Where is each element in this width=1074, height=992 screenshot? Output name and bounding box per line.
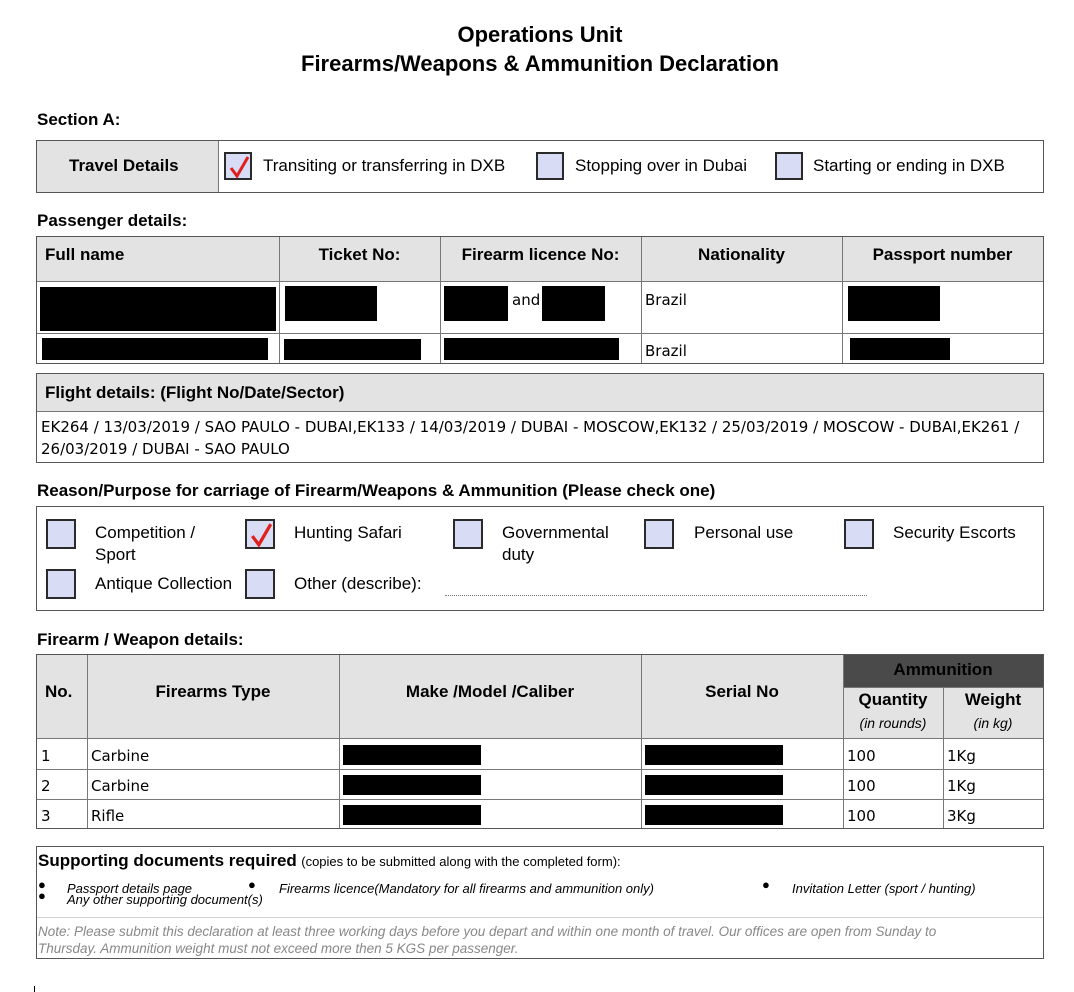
reason-governmental-label-2: duty bbox=[502, 545, 535, 564]
reason-competition-label: Competition / bbox=[95, 523, 196, 542]
reason-personal-checkbox[interactable] bbox=[644, 519, 674, 549]
col-nationality: Nationality bbox=[698, 245, 785, 264]
weapon-row-type: Carbine bbox=[91, 777, 150, 795]
travel-stopover-checkbox[interactable] bbox=[536, 152, 564, 180]
flight-details-box bbox=[36, 373, 1044, 463]
col-quantity: Quantity bbox=[858, 690, 928, 709]
section-a-label: Section A: bbox=[37, 110, 121, 129]
redacted-licence-no bbox=[444, 338, 619, 360]
reason-governmental-label: Governmental bbox=[502, 523, 609, 542]
passenger-section-label: Passenger details: bbox=[37, 211, 188, 230]
col-weight-unit: (in kg) bbox=[973, 715, 1013, 731]
other-describe-input[interactable] bbox=[445, 595, 867, 596]
redacted-make-model bbox=[343, 805, 481, 825]
col-make-model: Make /Model /Caliber bbox=[405, 682, 575, 701]
nationality-value: Brazil bbox=[645, 291, 687, 309]
page-title-line1: Operations Unit bbox=[457, 22, 623, 47]
travel-transiting-checkbox[interactable] bbox=[224, 152, 252, 180]
col-firearm-licence: Firearm licence No: bbox=[461, 245, 620, 264]
redacted-full-name bbox=[40, 287, 276, 331]
supporting-docs-box: Supporting documents required (copies to be submitted along with the completed form): ● Passport details page ● Firearms licence(Mandatory for all firearms and ammunition only) ● Invitation Letter (sport / hunting) ● Any other supporting document(s) Note: Please submit this declaration at least three working days before you depart and within one month of travel. Our offices are open from Sunday to Thursday. Ammunition weight must not exceed more then 5 KGS per passenger. bbox=[36, 846, 1044, 959]
supporting-docs-heading bbox=[38, 851, 621, 871]
page-title-line2: Firearms/Weapons & Ammunition Declaration bbox=[301, 51, 779, 76]
weapons-table bbox=[36, 654, 1044, 829]
redacted-full-name bbox=[42, 338, 268, 360]
weapon-row-weight: 3Kg bbox=[947, 807, 976, 825]
col-weight: Weight bbox=[964, 690, 1022, 709]
weapon-row-type: Rifle bbox=[91, 807, 125, 825]
col-ammunition: Ammunition bbox=[893, 660, 993, 679]
supporting-item-other: Any other supporting document(s) bbox=[67, 892, 263, 907]
redacted-licence-no bbox=[542, 286, 605, 321]
licence-joiner: and bbox=[512, 291, 541, 309]
col-passport-number: Passport number bbox=[872, 245, 1013, 264]
weapon-row-no: 1 bbox=[41, 747, 51, 765]
supporting-note-line2: Thursday. Ammunition weight must not exceed more then 5 KGS per passenger. bbox=[38, 941, 519, 956]
reason-hunting-label: Hunting Safari bbox=[294, 523, 402, 542]
redacted-make-model bbox=[343, 775, 481, 795]
redacted-passport bbox=[848, 286, 940, 321]
redacted-make-model bbox=[343, 745, 481, 765]
col-ticket-no: Ticket No: bbox=[318, 245, 401, 264]
travel-details-box bbox=[36, 140, 1044, 193]
flight-details-label: Flight details: (Flight No/Date/Sector) bbox=[45, 383, 345, 402]
weapon-row-qty: 100 bbox=[847, 777, 876, 795]
weapons-section-label: Firearm / Weapon details: bbox=[37, 630, 244, 649]
reason-other-checkbox[interactable] bbox=[245, 569, 275, 599]
redacted-ticket-no bbox=[285, 286, 377, 321]
passenger-table bbox=[36, 236, 1044, 364]
nationality-value: Brazil bbox=[645, 342, 687, 360]
col-quantity-unit: (in rounds) bbox=[859, 715, 927, 731]
weapon-row-weight: 1Kg bbox=[947, 747, 976, 765]
weapon-row-no: 3 bbox=[41, 807, 51, 825]
col-no: No. bbox=[45, 682, 73, 701]
col-firearms-type: Firearms Type bbox=[155, 682, 271, 701]
redacted-passport bbox=[850, 338, 950, 360]
supporting-docs-title: Supporting documents required bbox=[38, 851, 297, 870]
col-serial-no: Serial No bbox=[705, 682, 779, 701]
reason-other-label: Other (describe): bbox=[294, 574, 422, 593]
weapon-row-no: 2 bbox=[41, 777, 51, 795]
redacted-serial bbox=[645, 805, 783, 825]
reason-hunting-checkbox[interactable] bbox=[245, 519, 275, 549]
weapon-row-qty: 100 bbox=[847, 807, 876, 825]
reason-competition-label-2: Sport bbox=[95, 545, 136, 564]
col-full-name: Full name bbox=[45, 245, 125, 264]
supporting-note-line1: Note: Please submit this declaration at least three working days before you depart and within one month of travel. Our offices are open from Sunday to bbox=[38, 924, 937, 939]
travel-details-label: Travel Details bbox=[69, 156, 179, 175]
travel-stopover-label: Stopping over in Dubai bbox=[575, 156, 748, 175]
redacted-ticket-no bbox=[284, 339, 421, 360]
text-cursor bbox=[34, 986, 35, 992]
flight-details-line1: EK264 / 13/03/2019 / SAO PAULO - DUBAI,EK133 / 14/03/2019 / DUBAI - MOSCOW,EK132 / 25/03/2019 / MOSCOW - DUBAI,EK261 / bbox=[41, 418, 1020, 436]
weapon-row-weight: 1Kg bbox=[947, 777, 976, 795]
travel-transiting-label: Transiting or transferring in DXB bbox=[263, 156, 506, 175]
travel-starting-label: Starting or ending in DXB bbox=[813, 156, 1005, 175]
supporting-item-invitation: Invitation Letter (sport / hunting) bbox=[792, 881, 976, 896]
travel-starting-checkbox[interactable] bbox=[775, 152, 803, 180]
reason-personal-label: Personal use bbox=[694, 523, 794, 542]
flight-details-line2: 26/03/2019 / DUBAI - SAO PAULO bbox=[41, 440, 290, 458]
redacted-licence-no bbox=[444, 286, 508, 321]
weapon-row-qty: 100 bbox=[847, 747, 876, 765]
reason-security-checkbox[interactable] bbox=[844, 519, 874, 549]
reason-section-label: Reason/Purpose for carriage of Firearm/Weapons & Ammunition (Please check one) bbox=[37, 481, 716, 500]
reason-antique-checkbox[interactable] bbox=[46, 569, 76, 599]
redacted-serial bbox=[645, 775, 783, 795]
reason-competition-checkbox[interactable] bbox=[46, 519, 76, 549]
travel-details-label-cell bbox=[37, 141, 219, 192]
supporting-item-licence: Firearms licence(Mandatory for all firearms and ammunition only) bbox=[279, 881, 654, 896]
redacted-serial bbox=[645, 745, 783, 765]
reason-antique-label: Antique Collection bbox=[95, 574, 233, 593]
supporting-docs-subtitle: (copies to be submitted along with the completed form): bbox=[301, 854, 621, 869]
reason-box bbox=[36, 506, 1044, 611]
weapon-row-type: Carbine bbox=[91, 747, 150, 765]
reason-security-label: Security Escorts bbox=[893, 523, 1016, 542]
supporting-item-passport: Passport details page bbox=[67, 881, 193, 896]
reason-governmental-checkbox[interactable] bbox=[453, 519, 483, 549]
